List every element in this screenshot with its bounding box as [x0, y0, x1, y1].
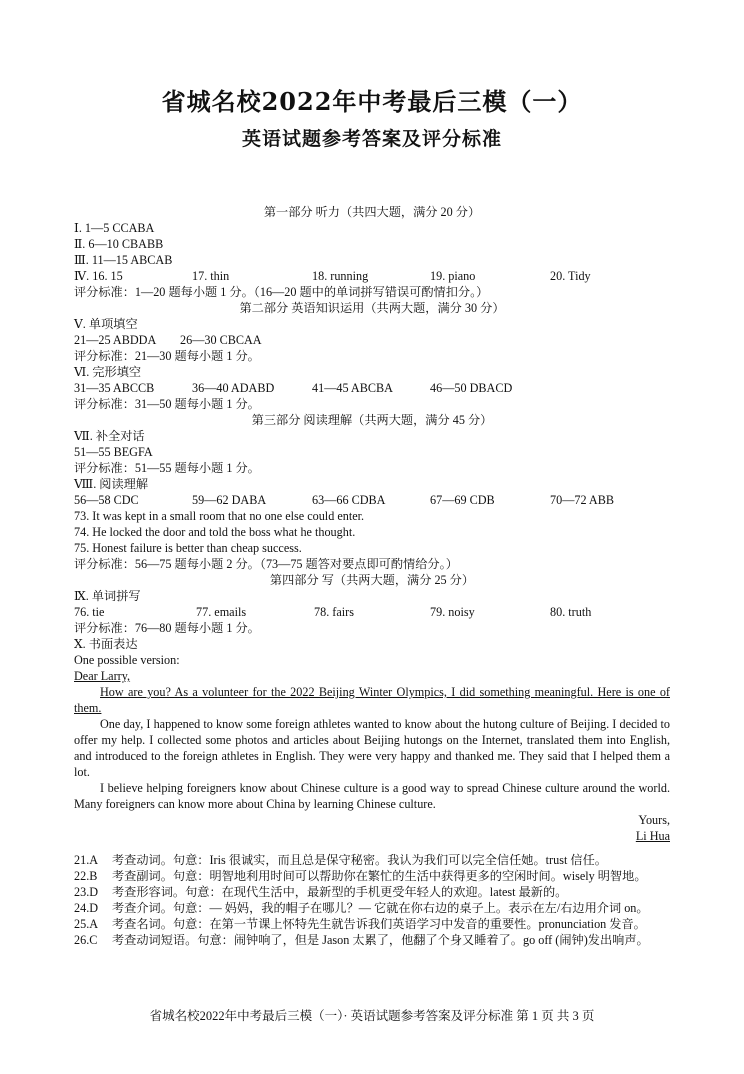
explanation-text: 考查动词短语。句意：闹钟响了，但是 Jason 太累了，他翻了个身又睡着了。go off (闹钟)发出响声。 [112, 933, 649, 947]
essay-version-label: One possible version: [74, 653, 180, 667]
section-VI-answers [74, 380, 670, 396]
section-VIII-title: Ⅷ. 阅读理解 [74, 477, 149, 491]
section-IX-title: Ⅸ. 单词拼写 [74, 589, 141, 603]
answer-78: 78. fairs [314, 605, 354, 619]
explanation-number: 24.D [74, 901, 99, 915]
answer-74: 74. He locked the door and told the boss what he thought. [74, 525, 356, 539]
essay-paragraph-1-text: How are you? As a volunteer for the 2022 Beijing Winter Olympics, I did something meaningful. Here is one of them. [74, 685, 670, 715]
essay-signature [74, 828, 670, 844]
explanation-item [74, 916, 670, 932]
section-IX-standard: 评分标准：76—80 题每小题 1 分。 [74, 621, 260, 635]
explanation-text: 考查副词。句意：明智地利用时间可以帮助你在繁忙的生活中获得更多的空闲时间。wisely 明智地。 [112, 869, 647, 883]
answer-16: Ⅳ. 16. 15 [74, 269, 123, 283]
part2-heading: 第二部分 英语知识运用（共两大题，满分 30 分） [239, 301, 505, 315]
explanation-text: 考查形容词。句意：在现代生活中，最新型的手机更受年轻人的欢迎。latest 最新的。 [112, 885, 568, 899]
explanation-item [74, 884, 670, 900]
answer-70-72: 70—72 ABB [550, 493, 614, 507]
explanation-number: 23.D [74, 885, 99, 899]
section-IX-answers [74, 604, 670, 620]
section-I-answers: Ⅰ. 1—5 CCABA [74, 221, 155, 235]
page-title: 省城名校2022年中考最后三模（一） [161, 87, 583, 116]
answer-18: 18. running [312, 269, 369, 283]
essay-paragraph-1 [74, 684, 670, 716]
answer-59-62: 59—62 DABA [192, 493, 267, 507]
section-VII-answers: 51—55 BEGFA [74, 445, 153, 459]
section-VII-title: Ⅶ. 补全对话 [74, 429, 145, 443]
section-VI-title: Ⅵ. 完形填空 [74, 365, 142, 379]
essay-paragraph-3: I believe helping foreigners know about Chinese culture is a good way to spread Chinese culture around the world. Many foreigners can know more about China by learning Chinese culture. [74, 781, 670, 811]
page-subtitle: 英语试题参考答案及评分标准 [241, 128, 502, 150]
answer-17: 17. thin [192, 269, 230, 283]
answer-77: 77. emails [196, 605, 247, 619]
answer-67-69: 67—69 CDB [430, 493, 495, 507]
answer-36-40: 36—40 ADABD [192, 381, 275, 395]
part1-heading: 第一部分 听力（共四大题，满分 20 分） [263, 205, 481, 219]
answer-31-35: 31—35 ABCCB [74, 381, 155, 395]
answer-80: 80. truth [550, 605, 592, 619]
part4-heading: 第四部分 写（共两大题，满分 25 分） [269, 573, 475, 587]
section-III-answers: Ⅲ. 11—15 ABCAB [74, 253, 173, 267]
explanation-number: 26.C [74, 933, 98, 947]
answer-76: 76. tie [74, 605, 105, 619]
essay-closing: Yours, [638, 813, 670, 827]
part1-standard: 评分标准：1—20 题每小题 1 分。（16—20 题中的单词拼写错误可酌情扣分。） [74, 285, 489, 299]
answer-56-58: 56—58 CDC [74, 493, 139, 507]
explanation-item [74, 852, 670, 868]
section-II-answers: Ⅱ. 6—10 CBABB [74, 237, 164, 251]
salutation-text: Dear Larry, [74, 669, 131, 683]
explanation-text: 考查介词。句意：— 妈妈，我的帽子在哪儿？— 它就在你右边的桌子上。表示在左/右边用介词 on。 [112, 901, 649, 915]
answer-46-50: 46—50 DBACD [430, 381, 513, 395]
answer-21-25: 21—25 ABDDA [74, 333, 157, 347]
answer-41-45: 41—45 ABCBA [312, 381, 393, 395]
section-X-title: Ⅹ. 书面表达 [74, 637, 138, 651]
section-V-answers [74, 332, 670, 348]
answer-79: 79. noisy [430, 605, 475, 619]
explanation-number: 21.A [74, 853, 99, 867]
answer-26-30: 26—30 CBCAA [180, 333, 262, 347]
section-VI-standard: 评分标准：31—50 题每小题 1 分。 [74, 397, 260, 411]
section-VIII-standard: 评分标准：56—75 题每小题 2 分。（73—75 题答对要点即可酌情给分。） [74, 557, 458, 571]
section-IV-answers [74, 268, 670, 284]
essay-salutation [74, 668, 670, 684]
answer-73: 73. It was kept in a small room that no one else could enter. [74, 509, 365, 523]
section-VII-standard: 评分标准：51—55 题每小题 1 分。 [74, 461, 260, 475]
explanation-text: 考查动词。句意：Iris 很诚实，而且总是保守秘密。我认为我们可以完全信任她。trust 信任。 [112, 853, 607, 867]
section-V-title: Ⅴ. 单项填空 [74, 317, 138, 331]
spacer [74, 844, 670, 852]
explanation-item [74, 932, 670, 948]
part3-heading: 第三部分 阅读理解（共两大题，满分 45 分） [251, 413, 493, 427]
explanation-item [74, 868, 670, 884]
page-footer: 省城名校2022年中考最后三模（一）· 英语试题参考答案及评分标准 第 1 页 共 3 页 [149, 1009, 595, 1023]
explanations-list [74, 852, 670, 948]
section-V-standard: 评分标准：21—30 题每小题 1 分。 [74, 349, 260, 363]
document-body [74, 204, 670, 948]
explanation-number: 22.B [74, 869, 98, 883]
explanation-number: 25.A [74, 917, 99, 931]
answer-20: 20. Tidy [550, 269, 591, 283]
signature-text: Li Hua [635, 829, 670, 843]
explanation-text: 考查名词。句意：在第一节课上怀特先生就告诉我们英语学习中发音的重要性。pronunciation 发音。 [112, 917, 646, 931]
answer-75: 75. Honest failure is better than cheap success. [74, 541, 302, 555]
section-VIII-answers [74, 492, 670, 508]
explanation-item [74, 900, 670, 916]
answer-63-66: 63—66 CDBA [312, 493, 386, 507]
answer-19: 19. piano [430, 269, 476, 283]
essay-paragraph-2: One day, I happened to know some foreign athletes wanted to know about the hutong culture of Beijing. I decided to offer my help. I collected some photos and articles about Beijing hutongs on the Internet, translated them into English, and introduced to the foreign athletes in English. They were very happy and thanked me. They said that I helped them a lot. [74, 717, 670, 779]
